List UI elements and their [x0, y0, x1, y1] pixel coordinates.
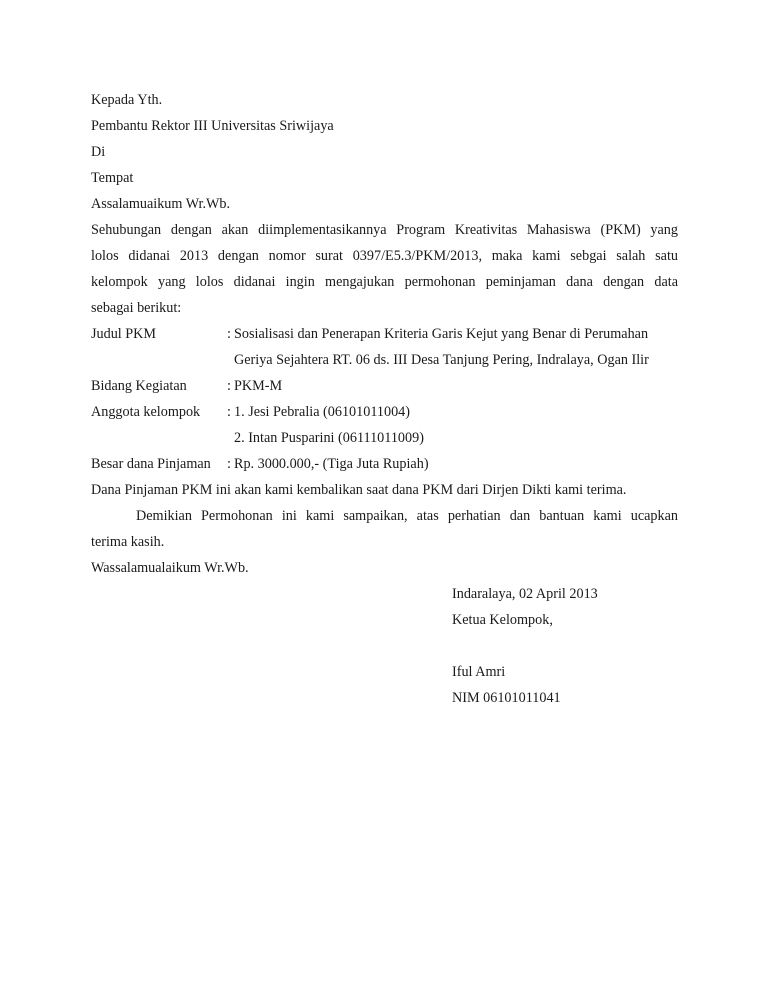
field-label-anggota: Anggota kelompok: [91, 404, 201, 420]
field-value-bidang: PKM-M: [234, 378, 283, 394]
recipient-di: Di: [91, 144, 106, 160]
field-label-bidang: Bidang Kegiatan: [91, 378, 187, 394]
closing-line-2: terima kasih.: [91, 534, 165, 550]
recipient-salutation: Kepada Yth.: [91, 92, 163, 108]
intro-line-3: kelompok yang lolos didanai ingin mengajukan permohonan peminjaman dana dengan data: [91, 274, 678, 290]
signature-role: Ketua Kelompok,: [452, 612, 553, 628]
intro-line-1: Sehubungan dengan akan diimplementasikannya Program Kreativitas Mahasiswa (PKM) yang: [91, 222, 678, 238]
signature-nim: NIM 06101011041: [452, 690, 561, 706]
field-value-besar: Rp. 3000.000,- (Tiga Juta Rupiah): [234, 456, 429, 472]
field-colon-judul: :: [227, 326, 231, 342]
intro-line-4: sebagai berikut:: [91, 300, 182, 316]
member-item: 1. Jesi Pebralia (06101011004): [234, 404, 410, 420]
closing-line-1: Demikian Permohonan ini kami sampaikan, atas perhatian dan bantuan kami ucapkan: [136, 508, 678, 524]
field-colon-bidang: :: [227, 378, 231, 394]
recipient-place: Tempat: [91, 170, 134, 186]
recipient-position: Pembantu Rektor III Universitas Sriwijaya: [91, 118, 334, 134]
member-item: 2. Intan Pusparini (06111011009): [234, 430, 424, 446]
field-value-judul-line-2: Geriya Sejahtera RT. 06 ds. III Desa Tanjung Pering, Indralaya, Ogan Ilir: [234, 352, 649, 368]
signature-name: Iful Amri: [452, 664, 506, 680]
field-label-besar: Besar dana Pinjaman: [91, 456, 211, 472]
field-value-judul-line-1: Sosialisasi dan Penerapan Kriteria Garis Kejut yang Benar di Perumahan: [234, 326, 649, 342]
field-label-judul: Judul PKM: [91, 326, 157, 342]
field-colon-anggota: :: [227, 404, 231, 420]
farewell: Wassalamualaikum Wr.Wb.: [91, 560, 249, 576]
greeting: Assalamuaikum Wr.Wb.: [91, 196, 231, 212]
repayment-statement: Dana Pinjaman PKM ini akan kami kembalikan saat dana PKM dari Dirjen Dikti kami terima.: [91, 482, 627, 498]
intro-line-2: lolos didanai 2013 dengan nomor surat 0397/E5.3/PKM/2013, maka kami sebgai salah satu: [91, 248, 678, 264]
field-colon-besar: :: [227, 456, 231, 472]
signature-place-date: Indaralaya, 02 April 2013: [452, 586, 598, 602]
